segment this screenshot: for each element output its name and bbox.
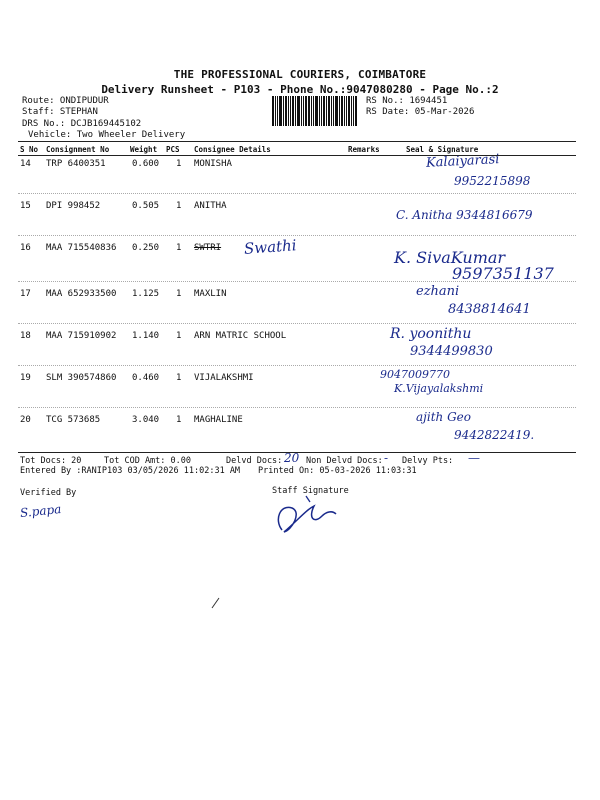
barcode-bar xyxy=(297,96,300,126)
barcode-bar xyxy=(344,96,345,126)
barcode-bar xyxy=(353,96,354,126)
barcode-bar xyxy=(290,96,291,126)
printed-on: Printed On: 05-03-2026 11:03:31 xyxy=(258,466,417,476)
row-pcs: 1 xyxy=(176,415,182,425)
barcode-bar xyxy=(301,96,302,126)
barcode-bar xyxy=(311,96,312,126)
barcode-bar xyxy=(308,96,310,126)
table-row xyxy=(18,366,576,408)
barcode-bar xyxy=(283,96,284,126)
barcode-bar xyxy=(277,96,278,126)
row-signature-name: ezhani xyxy=(416,284,460,299)
row-weight: 1.125 xyxy=(132,289,160,299)
barcode-bar xyxy=(335,96,338,126)
row-weight: 3.040 xyxy=(132,415,160,425)
row-inline-correction: Swathi xyxy=(243,236,298,258)
row-pcs: 1 xyxy=(176,201,182,211)
barcode-bar xyxy=(348,96,350,126)
staff-signature-scribble xyxy=(262,490,352,540)
table-row xyxy=(18,152,576,194)
row-signature-phone: 9597351137 xyxy=(452,264,554,283)
row-signature-phone: 9442822419. xyxy=(454,428,535,442)
row-consignee: VIJALAKSHMI xyxy=(194,373,254,383)
row-signature-phone: 8438814641 xyxy=(448,302,531,317)
row-weight: 0.505 xyxy=(132,201,160,211)
row-pcs: 1 xyxy=(176,373,182,383)
row-signature-name: ajith Geo xyxy=(416,410,471,424)
barcode-bar xyxy=(323,96,325,126)
row-pcs: 1 xyxy=(176,289,182,299)
col-weight: Weight xyxy=(130,145,158,154)
row-consignment: MAA 715910902 xyxy=(46,331,117,341)
row-consignment: DPI 998452 xyxy=(46,201,101,211)
table-top-rule xyxy=(18,141,576,142)
row-sno: 20 xyxy=(20,415,31,425)
delivery-points-label: Delvy Pts: xyxy=(402,456,454,466)
barcode-bar xyxy=(328,96,330,126)
runsheet-subtitle: Delivery Runsheet - P103 - Phone No.:9047080280 - Page No.:2 xyxy=(101,83,499,96)
row-sno: 17 xyxy=(20,289,31,299)
row-weight: 0.600 xyxy=(132,159,160,169)
delivery-points-value: — xyxy=(468,451,480,465)
row-consignee: ANITHA xyxy=(194,201,227,211)
row-signature-name: Kalaiyarasi xyxy=(425,152,500,171)
rs-number: RS No.: 1694451 xyxy=(366,96,448,106)
col-seal-signature: Seal & Signature xyxy=(406,145,479,154)
total-cod: Tot COD Amt: 0.00 xyxy=(104,456,191,466)
vehicle-label: Vehicle: Two Wheeler Delivery xyxy=(28,130,186,140)
barcode-bar xyxy=(292,96,294,126)
row-consignee: MONISHA xyxy=(194,159,232,169)
rs-date: RS Date: 05-Mar-2026 xyxy=(366,107,475,117)
barcode-bar xyxy=(339,96,340,126)
row-sno: 19 xyxy=(20,373,31,383)
drs-number: DRS No.: DCJB169445102 xyxy=(22,119,142,129)
barcode-bar xyxy=(285,96,287,126)
row-consignment: MAA 652933500 xyxy=(46,289,117,299)
barcode-bar xyxy=(295,96,296,126)
verified-by-signature: S.papa xyxy=(19,501,62,521)
barcode-bar xyxy=(331,96,332,126)
barcode-bar xyxy=(272,96,274,126)
row-signature-phone: 9047009770 xyxy=(380,368,450,381)
col-remarks: Remarks xyxy=(348,145,380,154)
row-consignment: TRP 6400351 xyxy=(46,159,106,169)
table-row xyxy=(18,408,576,450)
row-signature-name: K. SivaKumar xyxy=(394,248,506,267)
non-delivered-docs-label: Non Delvd Docs: xyxy=(306,456,383,466)
row-consignee: ARN MATRIC SCHOOL xyxy=(194,331,287,341)
row-sno: 15 xyxy=(20,201,31,211)
col-sno: S No xyxy=(20,145,39,154)
barcode-bar xyxy=(313,96,314,126)
barcode-bar xyxy=(315,96,318,126)
row-weight: 1.140 xyxy=(132,331,160,341)
table-row xyxy=(18,236,576,282)
barcode-bar xyxy=(333,96,334,126)
entered-by: Entered By :RANIP103 03/05/2026 11:02:31 AM xyxy=(20,466,241,476)
row-pcs: 1 xyxy=(176,331,182,341)
barcode-bar xyxy=(305,96,307,126)
row-consignment: TCG 573685 xyxy=(46,415,101,425)
barcode-bar xyxy=(279,96,282,126)
barcode-bar xyxy=(346,96,347,126)
total-docs: Tot Docs: 20 xyxy=(20,456,82,466)
barcode-bar xyxy=(351,96,352,126)
row-consignment: MAA 715540836 xyxy=(46,243,117,253)
row-signature-name: K.Vijayalakshmi xyxy=(394,382,484,395)
delivered-docs-value: 20 xyxy=(284,451,300,465)
row-pcs: 1 xyxy=(176,159,182,169)
row-sno: 14 xyxy=(20,159,31,169)
barcode xyxy=(272,96,362,126)
row-signature-phone: 9952215898 xyxy=(454,174,531,188)
table-row xyxy=(18,194,576,236)
row-consignment: SLM 390574860 xyxy=(46,373,117,383)
barcode-bar xyxy=(319,96,320,126)
row-consignee: SWTRI xyxy=(194,243,222,253)
barcode-bar xyxy=(326,96,327,126)
row-consignee: MAXLIN xyxy=(194,289,227,299)
table-row xyxy=(18,282,576,324)
barcode-bar xyxy=(355,96,357,126)
barcode-bar xyxy=(288,96,289,126)
row-sno: 18 xyxy=(20,331,31,341)
table-row xyxy=(18,324,576,366)
col-consignee: Consignee Details xyxy=(194,145,271,154)
row-signature-phone: 9344499830 xyxy=(410,344,493,359)
row-weight: 0.460 xyxy=(132,373,160,383)
row-signature-name: R. yoonithu xyxy=(390,326,472,342)
route-label: Route: ONDIPUDUR xyxy=(22,96,109,106)
barcode-bar xyxy=(303,96,304,126)
barcode-bar xyxy=(321,96,322,126)
barcode-bar xyxy=(275,96,276,126)
staff-signature-label: Staff Signature xyxy=(272,486,349,496)
row-sno: 16 xyxy=(20,243,31,253)
delivered-docs-label: Delvd Docs: xyxy=(226,456,283,466)
barcode-bar xyxy=(341,96,343,126)
company-title: THE PROFESSIONAL COURIERS, COIMBATORE xyxy=(173,68,427,81)
row-consignee: MAGHALINE xyxy=(194,415,243,425)
col-consignment: Consignment No xyxy=(46,145,110,154)
col-pcs: PCS xyxy=(166,145,180,154)
row-signature-name: C. Anitha 9344816679 xyxy=(396,208,533,222)
row-pcs: 1 xyxy=(176,243,182,253)
verified-by-label: Verified By xyxy=(20,488,77,498)
non-delivered-docs-value: - xyxy=(384,451,389,465)
row-weight: 0.250 xyxy=(132,243,160,253)
staff-label: Staff: STEPHAN xyxy=(22,107,98,117)
pen-mark xyxy=(210,596,222,610)
